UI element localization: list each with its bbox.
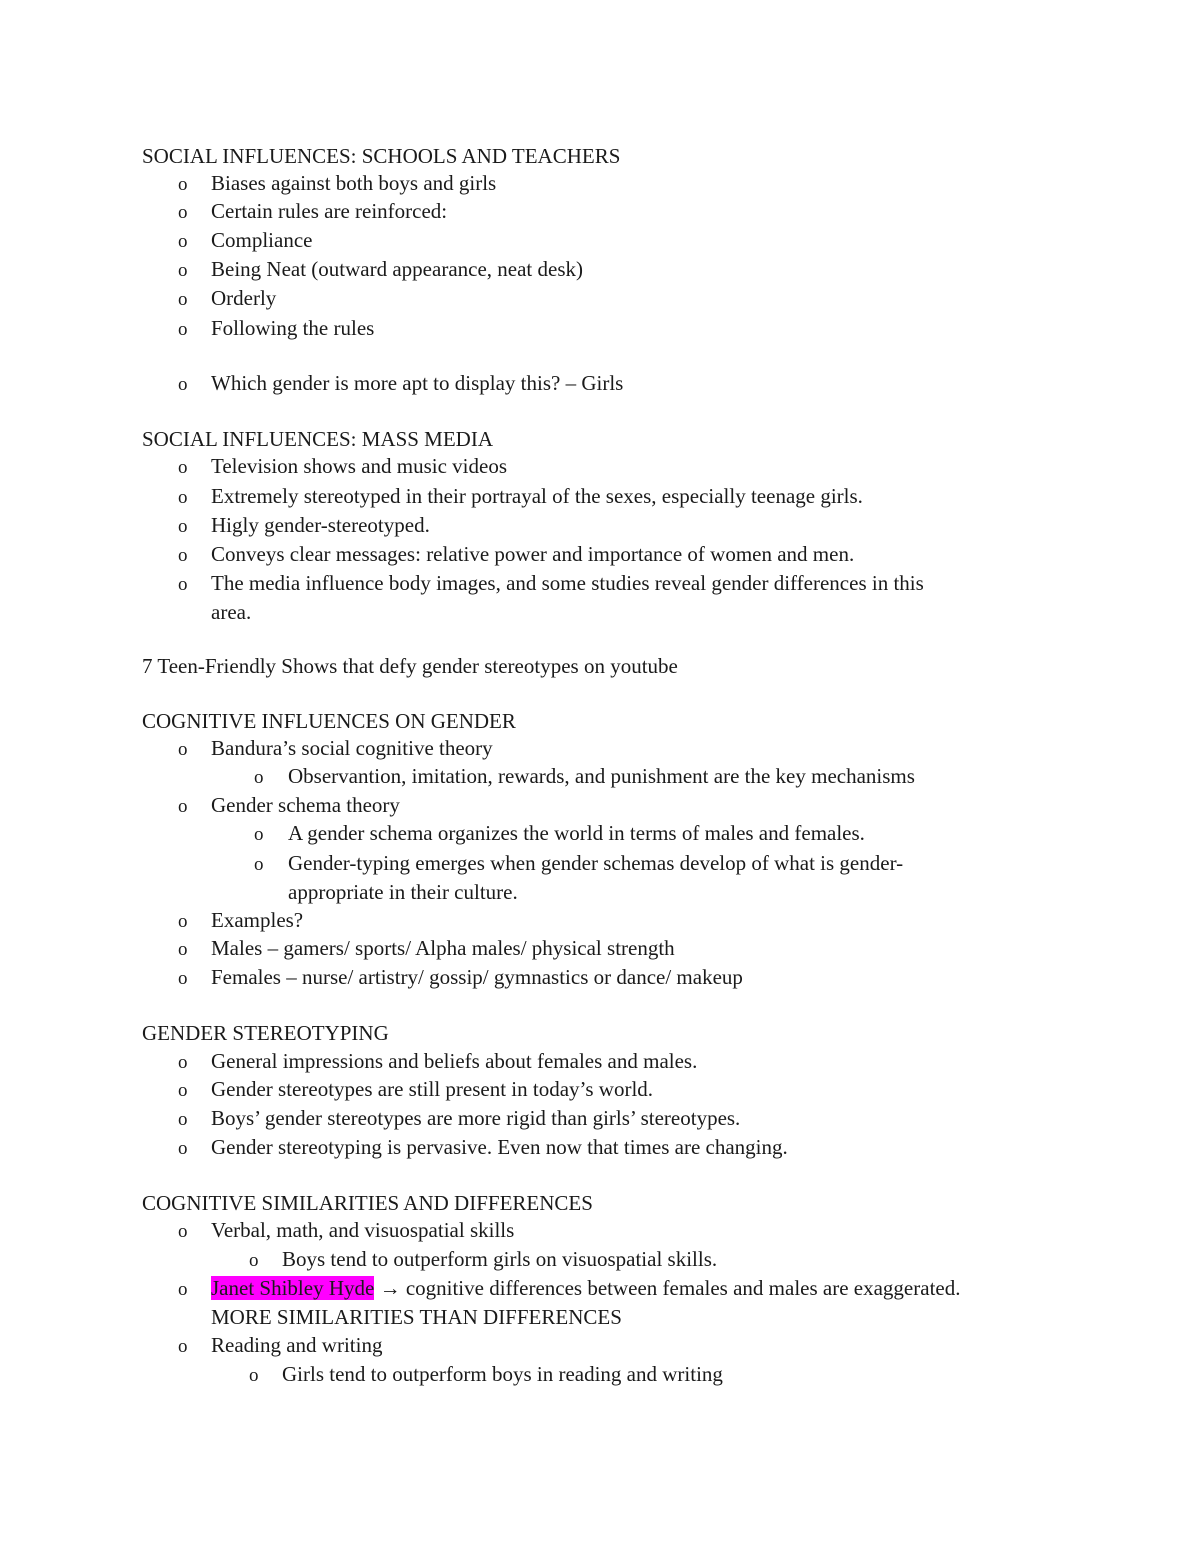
bullet: o: [178, 457, 188, 478]
arrow-icon: →: [379, 1276, 401, 1300]
bullet: o: [178, 574, 188, 595]
bullet: o: [178, 739, 188, 760]
list-item: Orderly: [211, 286, 277, 310]
list-item: Gender stereotyping is pervasive. Even now that times are changing.: [211, 1135, 788, 1159]
list-item: Biases against both boys and girls: [211, 171, 497, 195]
list-item: Boys’ gender stereotypes are more rigid than girls’ stereotypes.: [211, 1106, 741, 1130]
sub-list-item: Observantion, imitation, rewards, and punishment are the key mechanisms: [288, 764, 915, 788]
bullet: o: [178, 939, 188, 960]
bullet: o: [178, 1052, 188, 1073]
bullet: o: [178, 1138, 188, 1159]
list-item: General impressions and beliefs about females and males.: [211, 1049, 698, 1073]
bullet: o: [178, 1221, 188, 1242]
bullet: o: [178, 202, 188, 223]
sub-list-item: Boys tend to outperform girls on visuospatial skills.: [282, 1247, 718, 1271]
bullet: o: [178, 231, 188, 252]
list-item: Verbal, math, and visuospatial skills: [211, 1218, 515, 1242]
heading-schools-teachers: SOCIAL INFLUENCES: SCHOOLS AND TEACHERS: [142, 144, 621, 168]
sub-list-item: Girls tend to outperform boys in reading and writing: [282, 1362, 723, 1386]
list-item-hyde: [211, 1278, 960, 1299]
note-teen-shows: 7 Teen-Friendly Shows that defy gender stereotypes on youtube: [142, 654, 678, 678]
list-item: Extremely stereotyped in their portrayal of the sexes, especially teenage girls.: [211, 484, 863, 508]
bullet: o: [178, 487, 188, 508]
list-item: Examples?: [211, 908, 304, 932]
bullet: o: [178, 1336, 188, 1357]
bullet: o: [178, 374, 188, 395]
heading-gender-stereotyping: GENDER STEREOTYPING: [142, 1021, 389, 1045]
bullet: o: [249, 1250, 259, 1271]
bullet: o: [254, 854, 264, 875]
list-item: Gender stereotypes are still present in today’s world.: [211, 1077, 654, 1101]
heading-cognitive-influences: COGNITIVE INFLUENCES ON GENDER: [142, 709, 516, 733]
highlighted-name: Janet Shibley Hyde: [211, 1276, 375, 1300]
list-item: Being Neat (outward appearance, neat desk): [211, 257, 583, 281]
bullet: o: [178, 545, 188, 566]
sub-list-item: Gender-typing emerges when gender schemas develop of what is gender-: [288, 851, 904, 875]
list-item: Bandura’s social cognitive theory: [211, 736, 493, 760]
bullet: o: [178, 260, 188, 281]
list-item: Television shows and music videos: [211, 454, 507, 478]
bullet: o: [249, 1365, 259, 1386]
sub-list-item: A gender schema organizes the world in terms of males and females.: [288, 821, 865, 845]
bullet: o: [254, 767, 264, 788]
bullet: o: [178, 516, 188, 537]
bullet: o: [178, 289, 188, 310]
list-item: Conveys clear messages: relative power and importance of women and men.: [211, 542, 855, 566]
hyde-statement: cognitive differences between females and males are exaggerated.: [405, 1276, 961, 1300]
list-item: Following the rules: [211, 316, 375, 340]
bullet: o: [178, 968, 188, 989]
list-item: Higly gender-stereotyped.: [211, 513, 430, 537]
bullet: o: [254, 824, 264, 845]
list-item: Females – nurse/ artistry/ gossip/ gymnastics or dance/ makeup: [211, 965, 743, 989]
list-item: Compliance: [211, 228, 313, 252]
bullet: o: [178, 1080, 188, 1101]
sub-list-item-continuation: appropriate in their culture.: [288, 880, 518, 904]
list-item: Which gender is more apt to display this? – Girls: [211, 371, 624, 395]
bullet: o: [178, 1279, 188, 1300]
bullet: o: [178, 319, 188, 340]
bullet: o: [178, 174, 188, 195]
bullet: o: [178, 911, 188, 932]
list-item-continuation: MORE SIMILARITIES THAN DIFFERENCES: [211, 1305, 622, 1329]
list-item: Gender schema theory: [211, 793, 400, 817]
list-item-continuation: area.: [211, 600, 252, 624]
bullet: o: [178, 1109, 188, 1130]
list-item: Certain rules are reinforced:: [211, 199, 448, 223]
heading-cognitive-similarities: COGNITIVE SIMILARITIES AND DIFFERENCES: [142, 1191, 593, 1215]
list-item: Reading and writing: [211, 1333, 383, 1357]
list-item: The media influence body images, and some studies reveal gender differences in this: [211, 571, 924, 595]
bullet: o: [178, 796, 188, 817]
heading-mass-media: SOCIAL INFLUENCES: MASS MEDIA: [142, 427, 494, 451]
list-item: Males – gamers/ sports/ Alpha males/ physical strength: [211, 936, 675, 960]
